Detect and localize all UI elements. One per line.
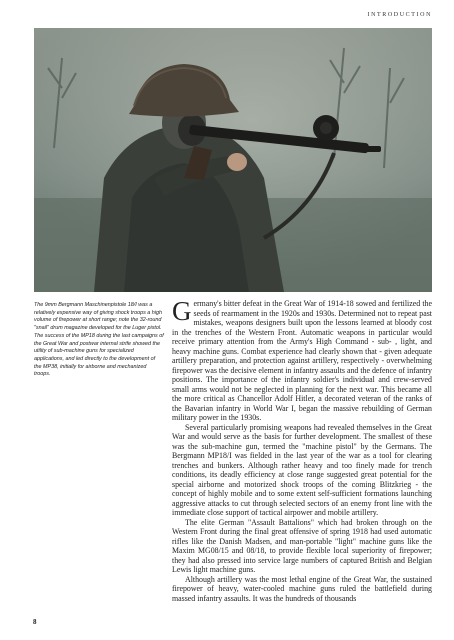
body-paragraph: Several particularly promising weapons had revealed themselves in the Great War and would serve as the basis for further development. The smallest of these was the sub-machine gun, termed the "machine pistol" by the Germans. The Bergmann MP18/I was fielded in the last year of the war as a tool for clearing trenches and bunkers. Although rather heavy and too finely made for trench conditions, its deadly efficiency at close range suggested great potential for the special airborne and motorized shock troops of the coming Blitzkrieg - the concept of highly mobile and to some extent self-sufficient formations launching aggressive attacks to cut through selected sectors of an enemy front line with the immediate close support of tactical airpower and mobile artillery. bbox=[172, 422, 432, 517]
photo-caption: The 9mm Bergmann Maschinenpistole 18/I was a relatively expensive way of giving shock troops a high volume of firepower at short range; note the 32-round "snail" drum magazine developed for the Luger pistol. The success of the MP18 during the last campaigns of the Great War and postwar internal strife showed the utility of sub-machine guns for specialized applications, and led directly to the development of the MP38, initially for airborne and mechanized troops. bbox=[34, 302, 164, 378]
article-body bbox=[172, 296, 432, 603]
drop-cap: G bbox=[172, 296, 192, 326]
photo-soldier-with-submachine-gun bbox=[34, 28, 432, 292]
body-paragraph bbox=[172, 296, 432, 423]
page-number: 8 bbox=[33, 618, 37, 626]
body-paragraph: The elite German "Assault Battalions" which had broken through on the Western Front during the final great offensive of spring 1918 had used automatic rifles like the Danish Madsen, and man-portable "light" machine guns like the Maxim MG08/15 and 08/18, to provide flexible local superiority of firepower; they had also pressed into service large numbers of captured British and Belgian Lewis light machine guns. bbox=[172, 517, 432, 574]
body-paragraph: Although artillery was the most lethal engine of the Great War, the sustained firepower of heavy, water-cooled machine guns ruled the battlefield during massed infantry assaults. It was the hundreds of thousands bbox=[172, 574, 432, 603]
paragraph-text: ermany's bitter defeat in the Great War of 1914-18 sowed and fertilized the seeds of rearmament in the 1920s and 1930s. Determined not to repeat past mistakes, weapons designers built upon the lessons learned at bloody cost in the trenches of the Western Front. Automatic weapons in particular would receive primary attention from the Army's High Command - sub- , light, and heavy machine guns. Combat experience had clearly shown that - given adequate artillery preparation, and protection against artillery, respectively - overwhelming firepower was the decisive element in infantry assaults and the defence of infantry positions. The importance of the infantry soldier's individual and crew-served small arms would not be neglected in planning for the next war. This became all the more critical as Chancellor Adolf Hitler, a decorated veteran of the ranks of the Bavarian infantry in World War I, began the massive rebuilding of German military power in the 1930s. bbox=[172, 299, 432, 422]
running-head: INTRODUCTION bbox=[367, 12, 432, 18]
photo-illustration bbox=[34, 28, 432, 292]
